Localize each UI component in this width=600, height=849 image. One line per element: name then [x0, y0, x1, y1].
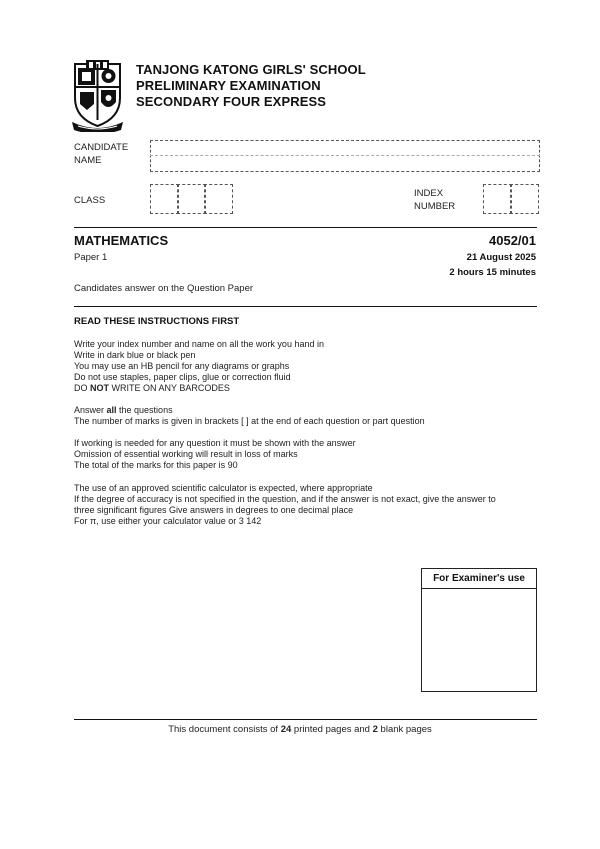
class-digit-box[interactable] [204, 184, 233, 214]
instructions-block-4: The use of an approved scientific calculator is expected, where appropriate If the degree of accuracy is not specified in the question, and if the answer is not exact, give the answer to three significant figures Give answers in degrees to one decimal place For π, use either your calculator value or 3 142 [74, 483, 496, 526]
header-divider [74, 227, 537, 228]
candidate-name-field[interactable] [150, 140, 540, 172]
class-field[interactable] [150, 184, 260, 214]
examiner-use-title: For Examiner's use [422, 569, 536, 589]
instructions-heading: READ THESE INSTRUCTIONS FIRST [74, 316, 240, 327]
index-digit-box[interactable] [483, 184, 512, 214]
examiner-use-box[interactable] [421, 568, 537, 692]
candidate-name-label: CANDIDATE NAME [74, 142, 129, 166]
exam-date: 21 August 2025 [466, 252, 536, 263]
answer-all-instruction: Answer all the questions [74, 405, 173, 415]
exam-level: SECONDARY FOUR EXPRESS [136, 94, 327, 109]
paper-number: Paper 1 [74, 252, 108, 263]
class-digit-box[interactable] [177, 184, 206, 214]
barcode-instruction: DO NOT WRITE ON ANY BARCODES [74, 383, 230, 393]
subject-title: MATHEMATICS [74, 233, 169, 248]
instructions-block-3: If working is needed for any question it must be shown with the answer Omission of essential working will result in loss of marks The total of the marks for this paper is 90 [74, 438, 356, 470]
exam-title: PRELIMINARY EXAMINATION [136, 78, 321, 93]
name-divider [150, 155, 540, 156]
class-digit-box[interactable] [150, 184, 179, 214]
school-crest-icon [70, 60, 125, 132]
school-heading [136, 62, 366, 110]
class-label: CLASS [74, 195, 106, 206]
page-count-note: This document consists of 24 printed pages and 2 blank pages [168, 724, 432, 735]
index-number-label: INDEX NUMBER [414, 188, 456, 212]
instructions-block-1: Write your index number and name on all the work you hand in Write in dark blue or black pen You may use an HB pencil for any diagrams or graphs Do not use staples, paper clips, glue or correction fluid DO NOT WRITE ON ANY BARCODES [74, 339, 324, 393]
school-name: TANJONG KATONG GIRLS' SCHOOL [136, 62, 366, 77]
answer-note: Candidates answer on the Question Paper [74, 283, 254, 294]
paper-code: 4052/01 [489, 233, 536, 248]
exam-duration: 2 hours 15 minutes [449, 267, 536, 278]
instructions-block-2: Answer all the questions The number of marks is given in brackets [ ] at the end of each question or part question [74, 405, 425, 426]
instructions-divider [74, 306, 537, 307]
index-digit-box[interactable] [510, 184, 539, 214]
index-number-field[interactable] [483, 184, 539, 214]
footer-divider [74, 719, 537, 720]
